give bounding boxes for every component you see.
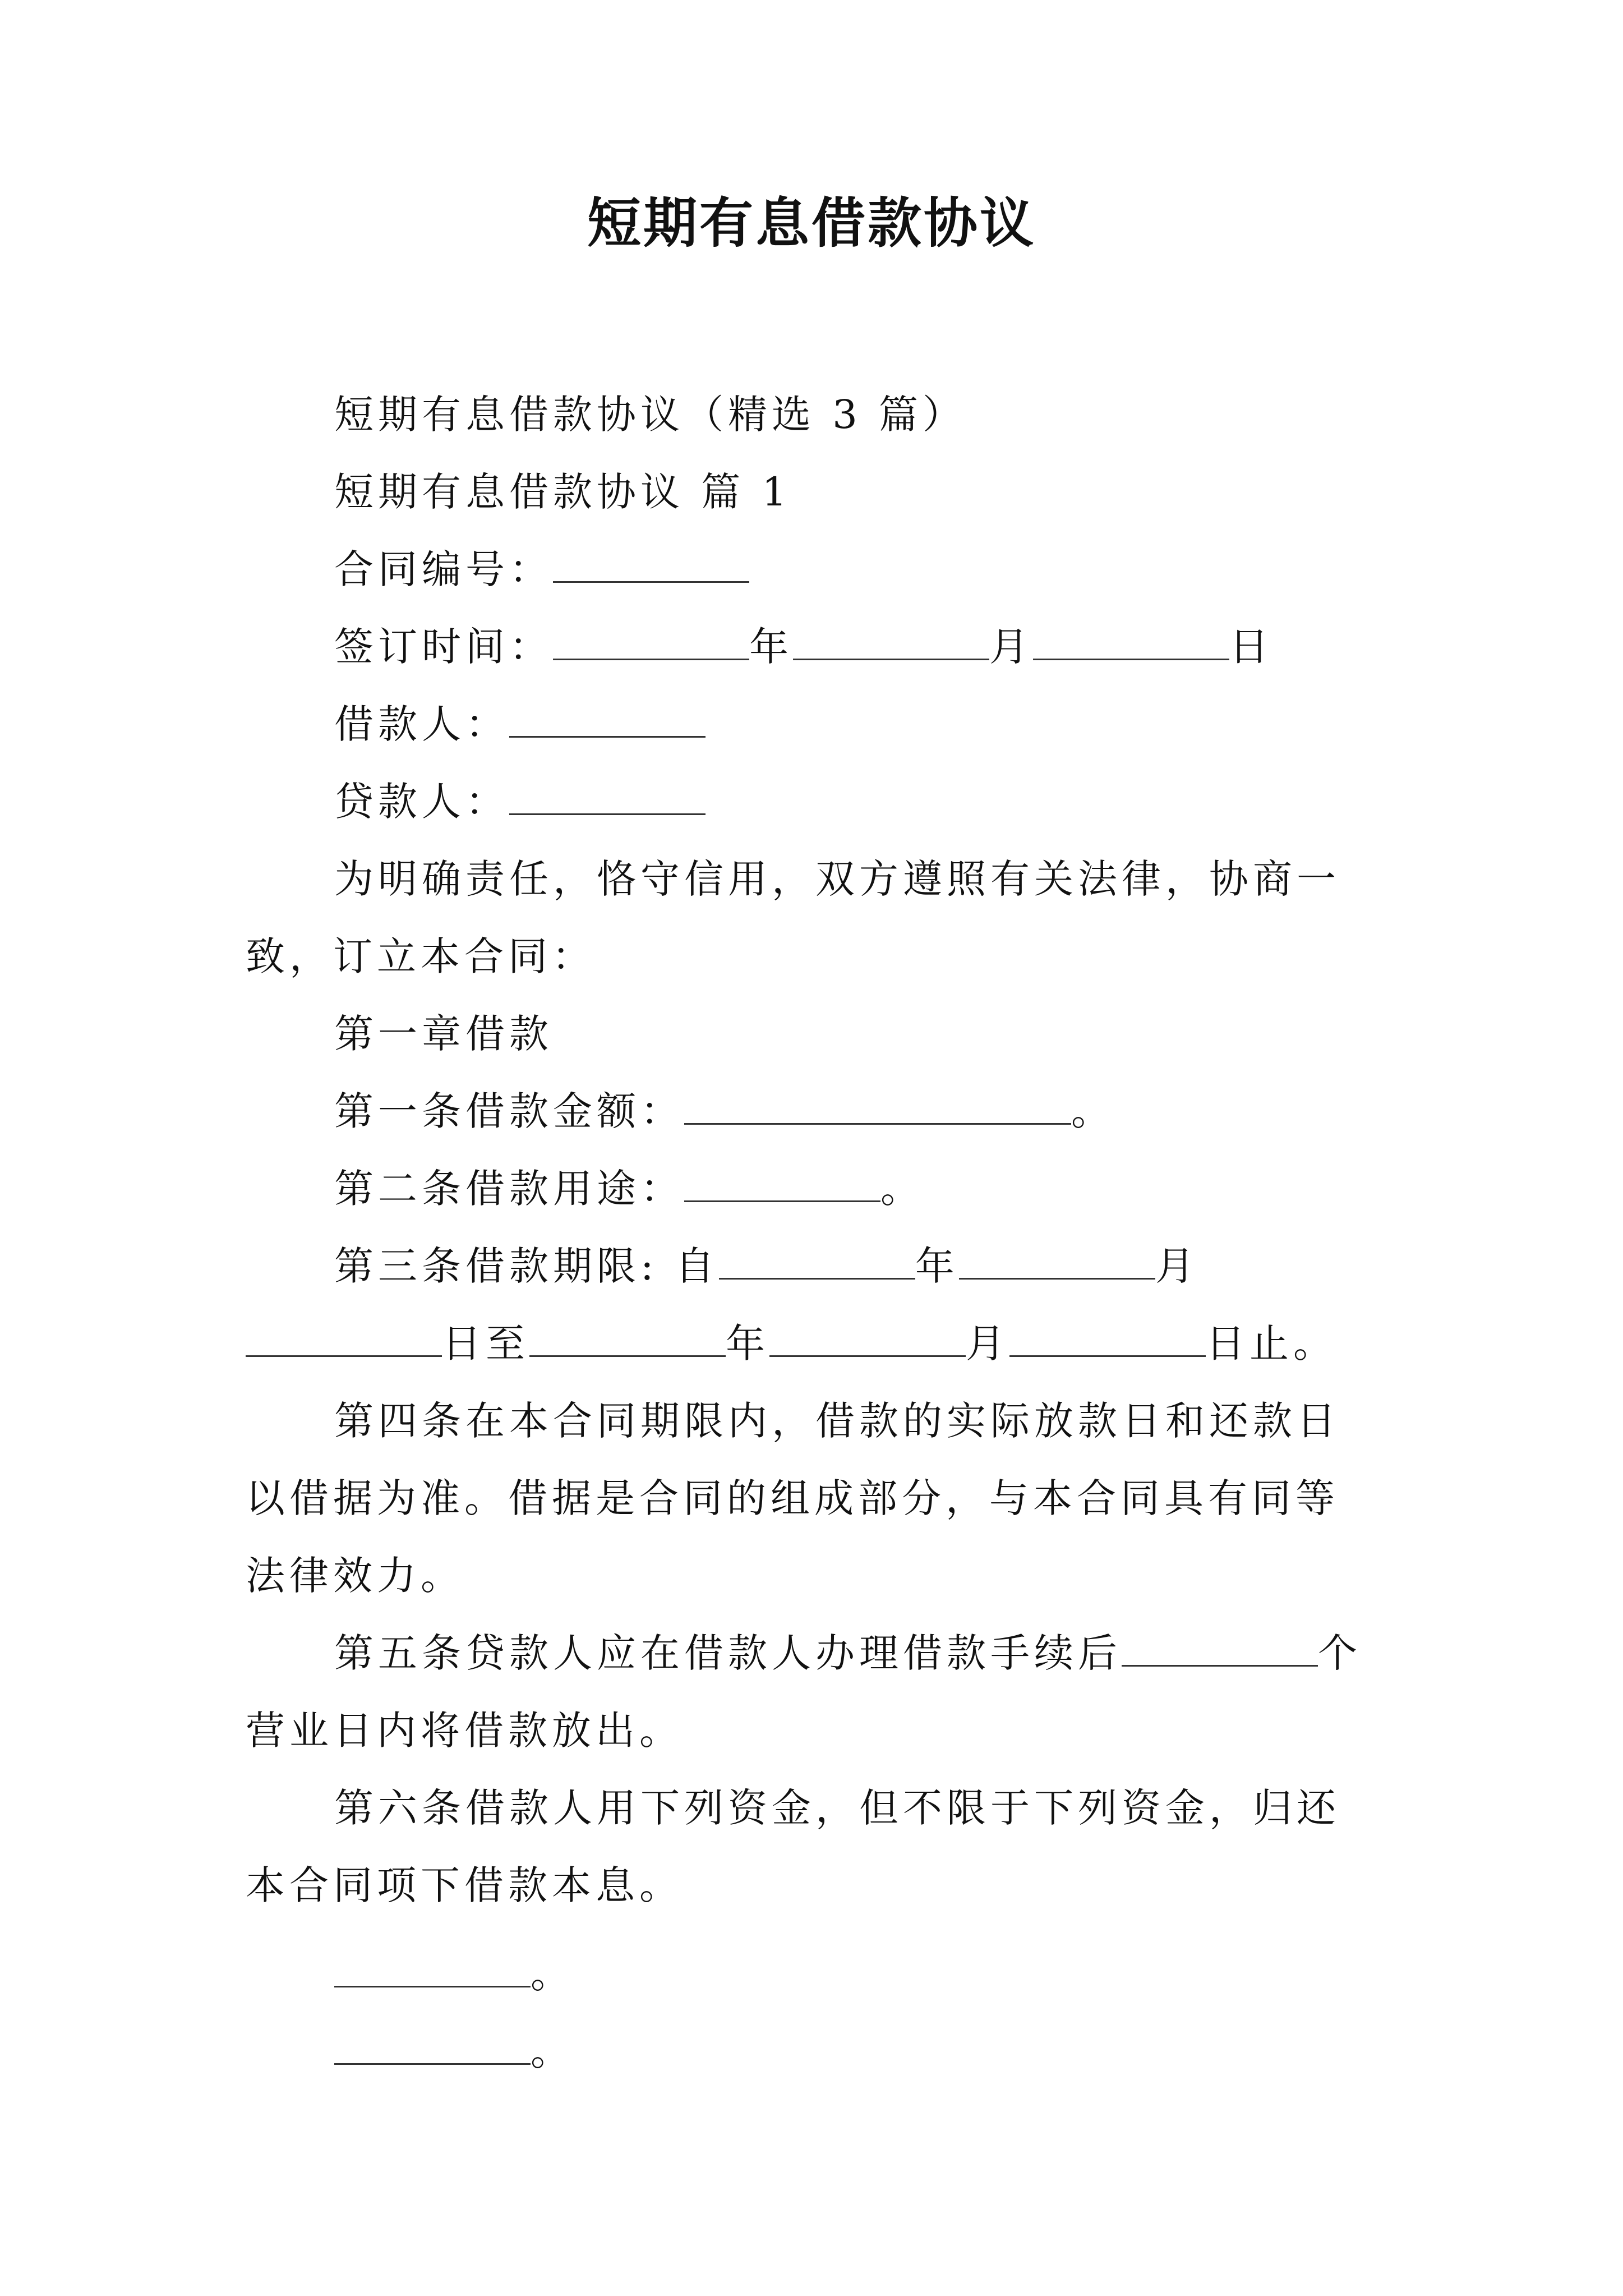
end-day-blank	[1009, 1320, 1206, 1357]
article-3-paragraph	[246, 1227, 1377, 1382]
month-label: 月	[989, 624, 1033, 670]
article-5-paragraph	[246, 1614, 1377, 1769]
loan-amount-blank	[684, 1088, 1071, 1125]
fund-item-1-end: 。	[531, 1951, 574, 1998]
article-1-label: 第一条借款金额：	[334, 1088, 684, 1135]
article-2-period: 。	[880, 1166, 924, 1212]
start-month-label: 月	[1155, 1243, 1199, 1290]
borrower-blank	[509, 701, 706, 738]
article-3-to: 日至	[442, 1320, 529, 1367]
lender-label: 贷款人：	[334, 779, 509, 825]
start-day-blank	[246, 1320, 442, 1357]
section-heading: 短期有息借款协议 篇 1	[334, 469, 792, 516]
contract-number-blank	[553, 546, 749, 583]
chapter-1-heading: 第一章借款	[334, 1011, 553, 1057]
day-label: 日	[1229, 624, 1273, 670]
end-year-blank	[529, 1320, 726, 1357]
article-1-line	[246, 1073, 1377, 1150]
end-year-label: 年	[726, 1320, 769, 1367]
fund-item-2-end: 。	[531, 2028, 574, 2075]
sign-time-line	[246, 608, 1377, 685]
intro-paragraph: 为明确责任，恪守信用，双方遵照有关法律，协商一致，订立本合同：	[246, 856, 1340, 980]
article-3-label: 第三条借款期限: 自	[334, 1243, 719, 1290]
end-month-blank	[769, 1320, 966, 1357]
fund-item-2-blank	[334, 2028, 531, 2065]
year-label: 年	[749, 624, 793, 670]
lender-blank	[509, 779, 706, 815]
fund-item-2	[246, 2013, 1377, 2090]
end-month-label: 月	[966, 1320, 1009, 1367]
fund-item-1	[246, 1935, 1377, 2013]
article-2-label: 第二条借款用途：	[334, 1166, 684, 1212]
loan-purpose-blank	[684, 1166, 880, 1202]
sign-month-blank	[793, 624, 989, 660]
fund-item-1-blank	[334, 1951, 531, 1987]
sign-time-label: 签订时间：	[334, 624, 553, 670]
contract-number-line	[246, 531, 1377, 608]
sign-year-blank	[553, 624, 749, 660]
article-5-pre: 第五条贷款人应在借款人办理借款手续后	[334, 1630, 1122, 1677]
borrower-label: 借款人：	[334, 701, 509, 748]
subtitle: 短期有息借款协议（精选 3 篇）	[334, 392, 967, 438]
article-4-paragraph: 第四条在本合同期限内，借款的实际放款日和还款日以借据为准。借据是合同的组成部分，与本合同具有同等法律效力。	[246, 1398, 1340, 1599]
lender-line	[246, 763, 1377, 840]
start-month-blank	[959, 1243, 1155, 1280]
start-year-label: 年	[915, 1243, 959, 1290]
article-1-period: 。	[1071, 1088, 1115, 1135]
document-title: 短期有息借款协议	[587, 191, 1036, 255]
article-6-paragraph: 第六条借款人用下列资金，但不限于下列资金，归还本合同项下借款本息。	[246, 1785, 1340, 1909]
business-days-blank	[1122, 1630, 1318, 1667]
borrower-line	[246, 685, 1377, 763]
contract-number-label: 合同编号：	[334, 546, 553, 593]
article-5-post: 个营业日内将借款放出。	[246, 1630, 1362, 1754]
sign-day-blank	[1033, 624, 1229, 660]
start-year-blank	[719, 1243, 915, 1280]
article-2-line	[246, 1150, 1377, 1227]
article-3-end: 日止。	[1206, 1320, 1337, 1367]
